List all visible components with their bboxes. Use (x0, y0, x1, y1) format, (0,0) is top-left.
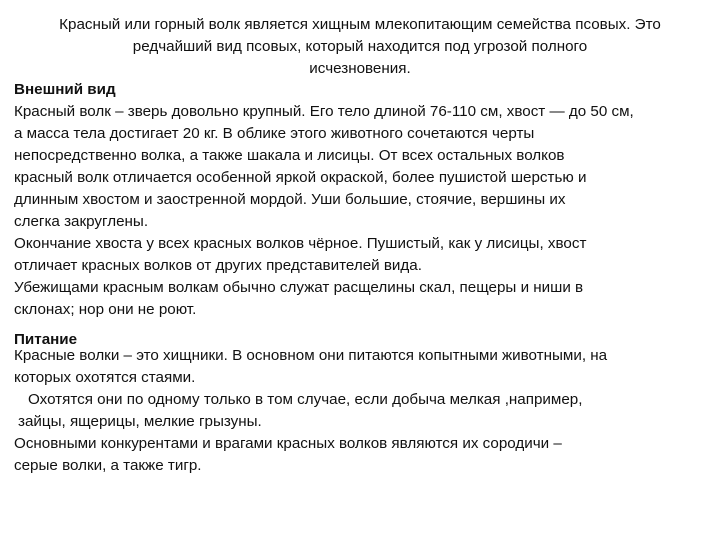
nutrition-line: зайцы, ящерицы, мелкие грызуны. (18, 413, 262, 430)
intro-line: редчайший вид псовых, который находится под угрозой полного (132, 38, 588, 55)
nutrition-heading: Питание (14, 331, 78, 348)
intro-paragraph (22, 14, 698, 80)
appearance-line: Убежищами красным волкам обычно служат расщелины скал, пещеры и ниши в (14, 279, 584, 296)
nutrition-section (14, 345, 714, 477)
appearance-heading: Внешний вид (14, 81, 116, 98)
nutrition-line: которых охотятся стаями. (14, 369, 196, 386)
appearance-section (14, 79, 714, 321)
nutrition-line: Основными конкурентами и врагами красных волков являются их сородичи – (14, 435, 562, 452)
intro-line: Красный или горный волк является хищным млекопитающим семейства псовых. Это (59, 16, 661, 33)
appearance-line: Окончание хвоста у всех красных волков чёрное. Пушистый, как у лисицы, хвост (14, 235, 587, 252)
appearance-line: непосредственно волка, а также шакала и лисицы. От всех остальных волков (14, 147, 565, 164)
appearance-line: красный волк отличается особенной яркой окраской, более пушистой шерстью и (14, 169, 587, 186)
appearance-line: отличает красных волков от других представителей вида. (14, 257, 422, 274)
appearance-line: склонах; нор они не роют. (14, 301, 197, 318)
appearance-line: а масса тела достигает 20 кг. В облике этого животного сочетаются черты (14, 125, 535, 142)
appearance-line: Красный волк – зверь довольно крупный. Его тело длиной 76-110 см, хвост — до 50 см, (14, 103, 634, 120)
nutrition-line: серые волки, а также тигр. (14, 457, 202, 474)
intro-line: исчезновения. (309, 60, 411, 77)
nutrition-line: Красные волки – это хищники. В основном они питаются копытными животными, на (14, 347, 608, 364)
appearance-line: длинным хвостом и заостренной мордой. Уши большие, стоячие, вершины их (14, 191, 566, 208)
nutrition-line: Охотятся они по одному только в том случае, если добыча мелкая ,например, (28, 391, 583, 408)
appearance-line: слегка закруглены. (14, 213, 149, 230)
